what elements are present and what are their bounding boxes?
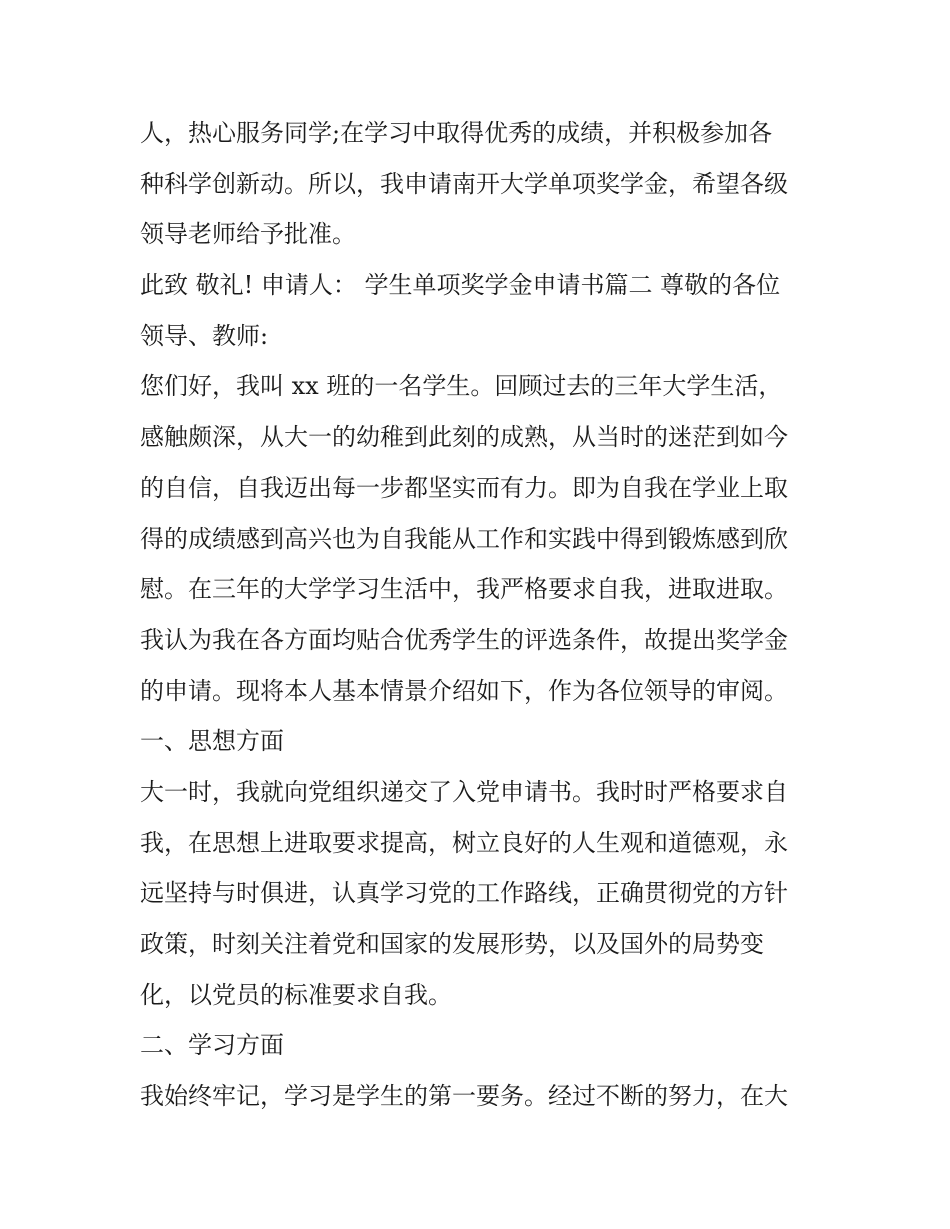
text-line: 领导、教师: <box>140 321 269 350</box>
text-line: 化，以党员的标准要求自我。 <box>140 980 452 1009</box>
text-line: 远坚持与时俱进，认真学习党的工作路线，正确贯彻党的方针 <box>140 879 788 908</box>
section-heading: 一、思想方面 <box>140 727 284 756</box>
text-line: 人，热心服务同学;在学习中取得优秀的成绩，并积极参加各 <box>140 119 773 147</box>
text-line: 慰。在三年的大学学习生活中，我严格要求自我，进取进取。 <box>140 575 788 604</box>
text-line: 领导老师给予批准。 <box>140 220 356 249</box>
text-line: 感触颇深，从大一的幼稚到此刻的成熟，从当时的迷茫到如今 <box>140 423 788 452</box>
text-line: 的申请。现将本人基本情景介绍如下，作为各位领导的审阅。 <box>140 676 788 705</box>
text-line: 我认为我在各方面均贴合优秀学生的评选条件，故提出奖学金 <box>140 625 788 654</box>
text-line: 得的成绩感到高兴也为自我能从工作和实践中得到锻炼感到欣 <box>140 524 788 553</box>
document-body <box>140 108 830 1122</box>
text-line: 的自信，自我迈出每一步都坚实而有力。即为自我在学业上取 <box>140 473 788 502</box>
text-line: 大一时，我就向党组织递交了入党申请书。我时时严格要求自 <box>140 777 788 806</box>
text-line: 您们好，我叫 xx 班的一名学生。回顾过去的三年大学生活， <box>140 372 783 401</box>
text-line: 我，在思想上进取要求提高，树立良好的人生观和道德观，永 <box>140 828 788 857</box>
text-line: 种科学创新动。所以，我申请南开大学单项奖学金，希望各级 <box>140 169 788 198</box>
text-line: 政策，时刻关注着党和国家的发展形势，以及国外的局势变 <box>140 930 764 958</box>
text-line: 我始终牢记，学习是学生的第一要务。经过不断的努力，在大 <box>140 1082 788 1111</box>
text-line: 此致 敬礼! 申请人： 学生单项奖学金申请书篇二 尊敬的各位 <box>140 271 781 300</box>
section-heading: 二、学习方面 <box>140 1031 284 1060</box>
